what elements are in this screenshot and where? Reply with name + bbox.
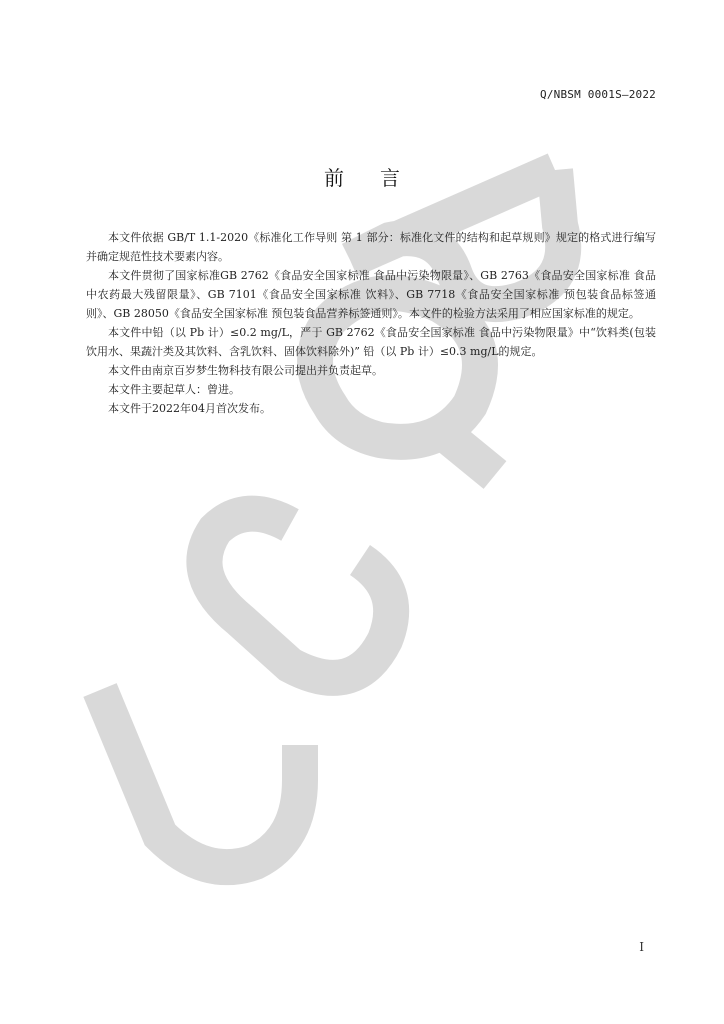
paragraph: 本文件贯彻了国家标准GB 2762《食品安全国家标准 食品中污染物限量》、GB 2763《食品安全国家标准 食品中农药最大残留限量》、GB 7101《食品安全国家标准 饮料》、GB 7718《食品安全国家标准 预包装食品标签通则》、GB 28050《食品安全国家标准 预包装食品营养标签通则》。本文件的检验方法采用了相应国家标准的规定。 [86,269,656,320]
page-number: I [639,940,644,954]
watermark-letter-s [204,514,391,678]
paragraph: 本文件依据 GB/T 1.1-2020《标准化工作导则 第 1 部分：标准化文件的结构和起草规则》规定的格式进行编写并确定规范性技术要素内容。 [86,231,656,263]
watermark-letter-q-tail [440,430,495,475]
paragraph: 本文件由南京百岁梦生物科技有限公司提出并负责起草。 [108,364,383,377]
paragraph: 本文件中铅（以 Pb 计）≤0.2 mg/L，严于 GB 2762《食品安全国家标准 食品中污染物限量》中“饮料类(包装饮用水、果蔬汁类及其饮料、含乳饮料、固体饮料除外)” 铅（以 Pb 计）≤0.3 mg/L的规定。 [86,326,656,358]
standard-code: Q/NBSM 0001S—2022 [540,88,656,101]
page-title: 前言 [324,166,436,190]
foreword-body [86,228,656,418]
paragraph: 本文件主要起草人：曾进。 [108,383,240,396]
paragraph: 本文件于2022年04月首次发布。 [108,402,271,415]
watermark-letter-j [100,690,300,867]
